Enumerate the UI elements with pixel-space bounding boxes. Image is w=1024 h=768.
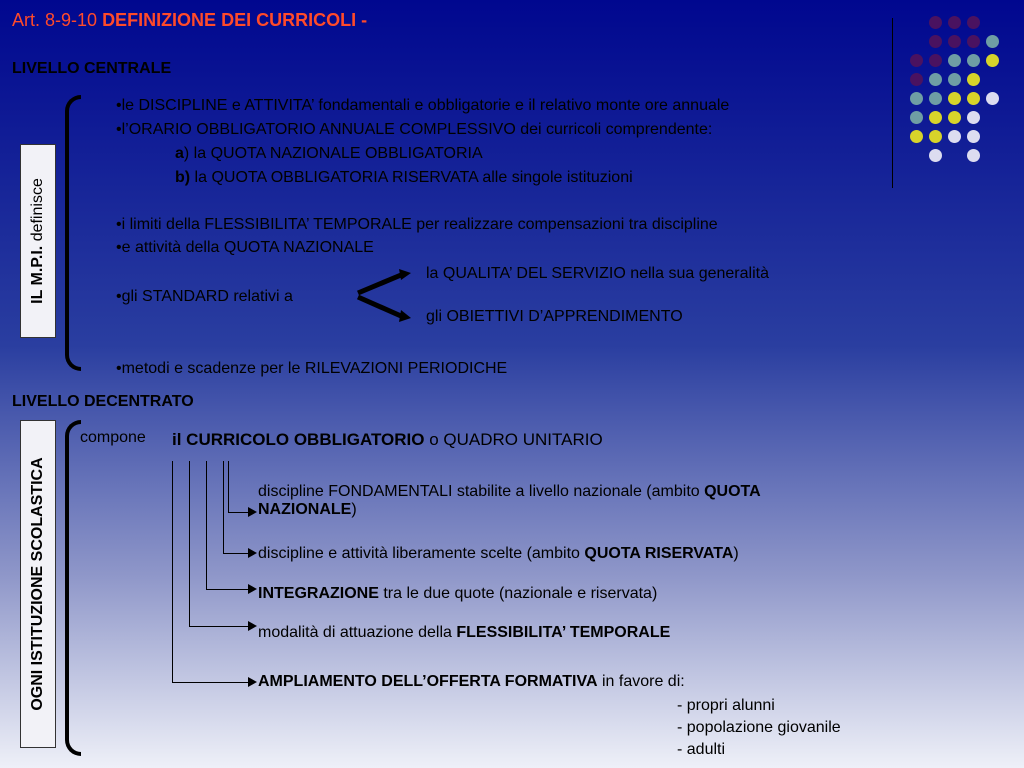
decorative-dot xyxy=(948,16,961,29)
item1-d: ) xyxy=(351,501,357,518)
sub-b-text: la QUOTA OBBLIGATORIA RISERVATA alle singole istituzioni xyxy=(190,169,633,186)
central-bullet-rilevazioni: •metodi e scadenze per le RILEVAZIONI PERIODICHE xyxy=(116,360,508,377)
decorative-dot xyxy=(929,149,942,162)
decorative-dot xyxy=(967,130,980,143)
decentral-item-fondamentali xyxy=(258,483,761,519)
curricolo-heading xyxy=(172,431,603,449)
decorative-dot xyxy=(910,92,923,105)
central-bullet-discipline: •le DISCIPLINE e ATTIVITA’ fondamentali e obbligatorie e il relativo monte ore annuale xyxy=(116,97,730,114)
decorative-dot xyxy=(910,130,923,143)
item1-b: QUOTA xyxy=(704,483,761,500)
item1-c: NAZIONALE xyxy=(258,501,352,518)
decorative-dot xyxy=(929,73,942,86)
central-actor-box xyxy=(20,144,56,338)
standard-qualita: la QUALITA’ DEL SERVIZIO nella sua generalità xyxy=(426,265,769,282)
central-bullet-flessibilita: •i limiti della FLESSIBILITA’ TEMPORALE per realizzare compensazioni tra discipline xyxy=(116,216,718,233)
decorative-dot xyxy=(948,73,961,86)
compone-label: compone xyxy=(80,429,146,446)
central-bullet-attivita: •e attività della QUOTA NAZIONALE xyxy=(116,239,374,256)
decorative-dot xyxy=(967,92,980,105)
favore-item: - popolazione giovanile xyxy=(677,719,841,736)
divider-line xyxy=(892,18,893,188)
decorative-dot xyxy=(986,35,999,48)
connector-v5 xyxy=(172,461,173,683)
decorative-dot-grid xyxy=(910,16,1006,162)
arrow-5 xyxy=(248,677,257,687)
item2-a: discipline e attività liberamente scelte (ambito xyxy=(258,545,585,562)
central-heading: LIVELLO CENTRALE xyxy=(12,60,172,77)
central-bullet-orario: •l’ORARIO OBBLIGATORIO ANNUALE COMPLESSIVO dei curricoli comprendente: xyxy=(116,121,713,138)
connector-h3 xyxy=(206,589,248,590)
decentral-heading: LIVELLO DECENTRATO xyxy=(12,393,194,410)
sub-a-text: ) la QUOTA NAZIONALE OBBLIGATORIA xyxy=(183,145,483,162)
title-main: DEFINIZIONE DEI CURRICOLI - xyxy=(102,10,368,30)
item1-a: discipline FONDAMENTALI stabilite a livello nazionale (ambito xyxy=(258,483,705,500)
decorative-dot xyxy=(948,35,961,48)
item5-a: AMPLIAMENTO DELL’OFFERTA FORMATIVA xyxy=(258,673,598,690)
connector-v2 xyxy=(223,461,224,554)
central-bullet-standard: •gli STANDARD relativi a xyxy=(116,288,293,305)
connector-h5 xyxy=(172,682,248,683)
item3-b: tra le due quote (nazionale e riservata) xyxy=(378,585,658,602)
arrow-4 xyxy=(248,621,257,631)
decorative-dot xyxy=(929,54,942,67)
decorative-dot xyxy=(986,92,999,105)
decentral-item-integrazione xyxy=(258,585,657,603)
central-actor-bold: IL M.P.I. xyxy=(29,245,46,304)
item2-b: QUOTA RISERVATA xyxy=(584,545,734,562)
item4-b: FLESSIBILITA’ TEMPORALE xyxy=(456,624,671,641)
central-actor-label xyxy=(29,178,47,304)
curricolo-rest: QUADRO UNITARIO xyxy=(443,430,603,449)
arrow-2 xyxy=(248,548,257,558)
decorative-dot xyxy=(929,130,942,143)
decorative-dot xyxy=(967,73,980,86)
central-sub-a xyxy=(175,145,483,163)
connector-h2 xyxy=(223,553,248,554)
decentral-actor-label: OGNI ISTITUZIONE SCOLASTICA xyxy=(29,457,46,711)
title-prefix: Art. 8-9-10 xyxy=(12,10,98,30)
decentral-item-flessibilita xyxy=(258,624,670,642)
decorative-dot xyxy=(929,111,942,124)
item3-a: INTEGRAZIONE xyxy=(258,585,379,602)
decorative-dot xyxy=(929,16,942,29)
standard-split-arrows xyxy=(355,266,415,326)
decorative-dot xyxy=(967,111,980,124)
favore-list xyxy=(677,697,841,759)
decorative-dot xyxy=(910,54,923,67)
central-sub-b xyxy=(175,169,633,187)
decentral-item-ampliamento xyxy=(258,673,685,691)
connector-h1 xyxy=(228,512,248,513)
decorative-dot xyxy=(967,54,980,67)
decorative-dot xyxy=(967,16,980,29)
decorative-dot xyxy=(929,35,942,48)
decorative-dot xyxy=(986,54,999,67)
decorative-dot xyxy=(929,92,942,105)
decorative-dot xyxy=(948,54,961,67)
item2-c: ) xyxy=(733,545,739,562)
connector-v4 xyxy=(189,461,190,627)
standard-obiettivi: gli OBIETTIVI D’APPRENDIMENTO xyxy=(426,308,683,325)
connector-h4 xyxy=(189,626,248,627)
connector-v3 xyxy=(206,461,207,590)
decorative-dot xyxy=(948,92,961,105)
decorative-dot xyxy=(967,149,980,162)
connector-v1 xyxy=(228,461,229,513)
sub-a-letter: a xyxy=(175,145,184,162)
decentral-item-riservata xyxy=(258,545,739,563)
curricolo-o: o xyxy=(424,430,444,449)
sub-b-letter: b) xyxy=(175,169,191,186)
decorative-dot xyxy=(910,111,923,124)
central-actor-text: definisce xyxy=(29,178,46,242)
decorative-dot xyxy=(948,130,961,143)
decorative-dot xyxy=(967,35,980,48)
curricolo-bold: il CURRICOLO OBBLIGATORIO xyxy=(172,430,425,449)
slide-title xyxy=(12,10,367,31)
arrow-1 xyxy=(248,507,257,517)
decentral-actor-box xyxy=(20,420,56,748)
arrow-3 xyxy=(248,584,257,594)
favore-item: - propri alunni xyxy=(677,697,775,714)
decentral-bracket xyxy=(65,420,81,756)
decorative-dot xyxy=(910,73,923,86)
item5-b: in favore di: xyxy=(597,673,685,690)
decorative-dot xyxy=(948,111,961,124)
central-bracket xyxy=(65,95,81,371)
item4-a: modalità di attuazione della xyxy=(258,624,457,641)
favore-item: - adulti xyxy=(677,741,726,758)
